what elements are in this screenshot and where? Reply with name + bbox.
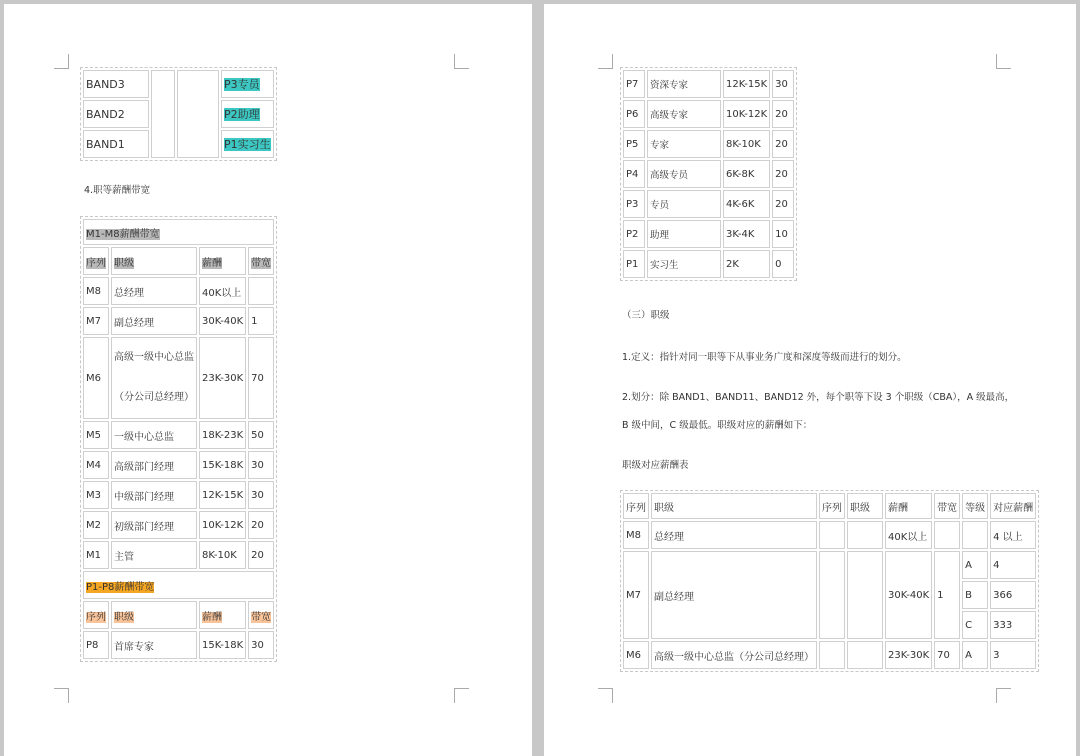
bandwidth-cell: 20: [772, 100, 794, 128]
bandwidth-cell: 1: [248, 307, 274, 335]
title-cell: 主管: [111, 541, 197, 569]
header-cell: 序列: [83, 601, 109, 629]
value-cell: 366: [990, 581, 1036, 609]
pay-cell: 40K以上: [885, 521, 932, 549]
title-cell: 初级部门经理: [111, 511, 197, 539]
grade-cell: [962, 521, 988, 549]
title-cell: 高级一级中心总监 （分公司总经理）: [111, 337, 197, 419]
crop-mark: [454, 54, 469, 69]
seq-cell: P3: [623, 190, 645, 218]
empty-cell: [847, 521, 883, 549]
pay-cell: 40K以上: [199, 277, 246, 305]
title-cell: 副总经理: [111, 307, 197, 335]
pay-cell: 8K-10K: [199, 541, 246, 569]
crop-mark: [996, 54, 1011, 69]
division-paragraph-line1: 2.划分：除 BAND1、BAND11、BAND12 外，每个职等下设 3 个职级（CBA），A 级最高，: [622, 392, 1015, 403]
header-cell: 带宽: [248, 247, 274, 275]
header-cell: 带宽: [934, 493, 960, 519]
pay-cell: 8K-10K: [723, 130, 770, 158]
value-cell: 3: [990, 641, 1036, 669]
value-cell: 4: [990, 551, 1036, 579]
empty-cell: [819, 551, 845, 639]
title-cell: 高级专家: [647, 100, 721, 128]
title-cell: 总经理: [651, 521, 817, 549]
pay-cell: 4K-6K: [723, 190, 770, 218]
pay-cell: 10K-12K: [723, 100, 770, 128]
bandwidth-cell: 20: [772, 160, 794, 188]
bandwidth-cell: 20: [248, 541, 274, 569]
seq-cell: P4: [623, 160, 645, 188]
header-cell: 职级: [847, 493, 883, 519]
band-cell: BAND2: [83, 100, 149, 128]
title-cell: 专家: [647, 130, 721, 158]
pay-cell: 12K-15K: [723, 70, 770, 98]
seq-cell: M2: [83, 511, 109, 539]
seq-cell: P1: [623, 250, 645, 278]
seq-cell: M4: [83, 451, 109, 479]
header-cell: 序列: [819, 493, 845, 519]
seq-cell: M8: [83, 277, 109, 305]
m-table-title-cell: M1-M8薪酬带宽: [83, 219, 274, 245]
pay-cell: 30K-40K: [885, 551, 932, 639]
seq-cell: M7: [623, 551, 649, 639]
table-caption: 职级对应薪酬表: [622, 460, 689, 471]
bandwidth-cell: 30: [248, 631, 274, 659]
band-table: [80, 67, 277, 161]
seq-cell: M7: [83, 307, 109, 335]
title-cell: 高级专员: [647, 160, 721, 188]
grade-cell: A: [962, 551, 988, 579]
empty-cell: [819, 521, 845, 549]
definition-paragraph: 1.定义：指针对同一职等下从事业务广度和深度等级而进行的划分。: [622, 352, 907, 363]
pay-cell: 12K-15K: [199, 481, 246, 509]
bandwidth-cell: 1: [934, 551, 960, 639]
pay-cell: 2K: [723, 250, 770, 278]
seq-cell: M3: [83, 481, 109, 509]
header-cell: 带宽: [248, 601, 274, 629]
bandwidth-cell: 20: [772, 130, 794, 158]
pay-cell: 15K-18K: [199, 451, 246, 479]
value-cell: 333: [990, 611, 1036, 639]
document-page-right: [544, 4, 1076, 756]
empty-cell: [177, 70, 219, 158]
title-cell: 高级一级中心总监（分公司总经理）: [651, 641, 817, 669]
bandwidth-cell: 70: [934, 641, 960, 669]
seq-cell: P6: [623, 100, 645, 128]
bandwidth-cell: 20: [772, 190, 794, 218]
grade-cell: B: [962, 581, 988, 609]
seq-cell: P2: [623, 220, 645, 248]
seq-cell: P8: [83, 631, 109, 659]
pay-cell: 30K-40K: [199, 307, 246, 335]
title-cell: 资深专家: [647, 70, 721, 98]
section-heading: 4.职等薪酬带宽: [84, 185, 151, 196]
seq-cell: M5: [83, 421, 109, 449]
crop-mark: [454, 688, 469, 703]
seq-cell: M6: [83, 337, 109, 419]
bandwidth-cell: 30: [772, 70, 794, 98]
title-cell: 总经理: [111, 277, 197, 305]
header-cell: 职级: [651, 493, 817, 519]
seq-cell: M6: [623, 641, 649, 669]
seq-cell: M8: [623, 521, 649, 549]
crop-mark: [996, 688, 1011, 703]
header-cell: 对应薪酬: [990, 493, 1036, 519]
bandwidth-cell: 30: [248, 451, 274, 479]
bandwidth-cell: 50: [248, 421, 274, 449]
title-cell: 副总经理: [651, 551, 817, 639]
m-band-table: [80, 216, 277, 662]
grade-cell: A: [962, 641, 988, 669]
bandwidth-cell: 30: [248, 481, 274, 509]
header-cell: 序列: [83, 247, 109, 275]
title-cell: 中级部门经理: [111, 481, 197, 509]
grade-cell: C: [962, 611, 988, 639]
pay-cell: 3K-4K: [723, 220, 770, 248]
pay-cell: 23K-30K: [885, 641, 932, 669]
header-cell: 等级: [962, 493, 988, 519]
band-cell: BAND3: [83, 70, 149, 98]
bandwidth-cell: [248, 277, 274, 305]
pay-cell: 18K-23K: [199, 421, 246, 449]
header-cell: 薪酬: [199, 601, 246, 629]
crop-mark: [54, 688, 69, 703]
p-band-table: [620, 67, 797, 281]
bandwidth-cell: [934, 521, 960, 549]
header-cell: 薪酬: [199, 247, 246, 275]
bandwidth-cell: 10: [772, 220, 794, 248]
empty-cell: [151, 70, 175, 158]
pay-cell: 10K-12K: [199, 511, 246, 539]
crop-mark: [598, 54, 613, 69]
grade-salary-table: [620, 490, 1039, 672]
seq-cell: M1: [83, 541, 109, 569]
job-level-cell: P3专员: [221, 70, 274, 98]
crop-mark: [54, 54, 69, 69]
p-table-title-cell: P1-P8薪酬带宽: [83, 571, 274, 599]
pay-cell: 6K-8K: [723, 160, 770, 188]
document-page-left: [4, 4, 532, 756]
pay-cell: 15K-18K: [199, 631, 246, 659]
division-paragraph-line2: B 级中间，C 级最低。职级对应的薪酬如下：: [622, 420, 813, 431]
title-cell: 助理: [647, 220, 721, 248]
pay-cell: 23K-30K: [199, 337, 246, 419]
empty-cell: [847, 551, 883, 639]
title-cell: 高级部门经理: [111, 451, 197, 479]
bandwidth-cell: 0: [772, 250, 794, 278]
crop-mark: [598, 688, 613, 703]
job-level-cell: P1实习生: [221, 130, 274, 158]
header-cell: 序列: [623, 493, 649, 519]
title-cell: 首席专家: [111, 631, 197, 659]
title-cell: 专员: [647, 190, 721, 218]
header-cell: 职级: [111, 247, 197, 275]
seq-cell: P5: [623, 130, 645, 158]
seq-cell: P7: [623, 70, 645, 98]
title-cell: 实习生: [647, 250, 721, 278]
empty-cell: [847, 641, 883, 669]
value-cell: 4 以上: [990, 521, 1036, 549]
empty-cell: [819, 641, 845, 669]
header-cell: 职级: [111, 601, 197, 629]
bandwidth-cell: 70: [248, 337, 274, 419]
bandwidth-cell: 20: [248, 511, 274, 539]
header-cell: 薪酬: [885, 493, 932, 519]
job-level-cell: P2助理: [221, 100, 274, 128]
title-cell: 一级中心总监: [111, 421, 197, 449]
section-heading: （三）职级: [622, 310, 670, 321]
band-cell: BAND1: [83, 130, 149, 158]
